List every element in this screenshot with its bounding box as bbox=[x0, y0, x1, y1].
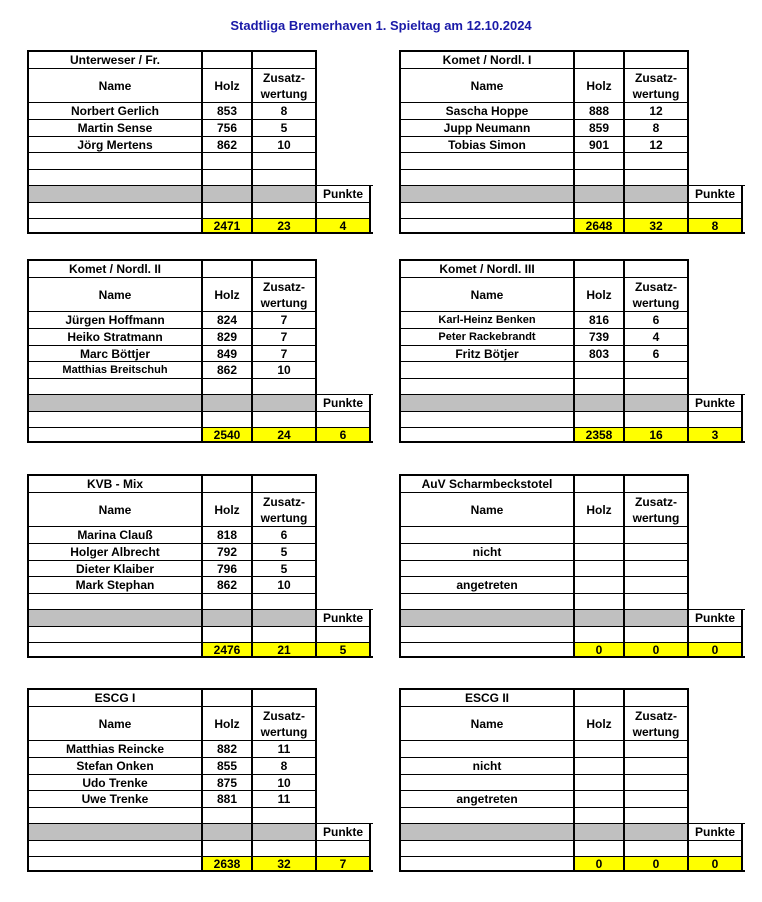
player-holz: 824 bbox=[216, 313, 238, 327]
team-table bbox=[399, 688, 745, 872]
column-header-zusatzwertung bbox=[625, 69, 687, 102]
player-holz: 881 bbox=[216, 792, 238, 806]
team-punkte: 8 bbox=[711, 218, 719, 233]
player-holz: 875 bbox=[216, 775, 238, 790]
player-name bbox=[401, 808, 573, 823]
player-holz: 901 bbox=[588, 137, 610, 152]
player-zusatzwertung: 5 bbox=[280, 545, 288, 559]
player-name: Fritz Bötjer bbox=[455, 346, 519, 361]
player-zusatzwertung: 4 bbox=[652, 330, 660, 344]
team-name: ESCG II bbox=[464, 691, 509, 705]
column-header-name: Name bbox=[98, 716, 132, 731]
column-header-holz: Holz bbox=[586, 502, 612, 517]
player-zusatzwertung bbox=[625, 758, 687, 774]
player-holz: 796 bbox=[216, 561, 238, 576]
player-zusatzwertung: 10 bbox=[277, 363, 291, 377]
player-zusatzwertung bbox=[625, 153, 687, 169]
punkte-label: Punkte bbox=[322, 187, 363, 201]
player-holz: 849 bbox=[216, 346, 238, 361]
player-holz: 862 bbox=[216, 578, 238, 592]
zusatzwertung-total: 23 bbox=[277, 218, 291, 233]
player-zusatzwertung bbox=[253, 594, 315, 609]
column-header-zusatzwertung bbox=[253, 278, 315, 311]
holz-total: 2648 bbox=[585, 218, 613, 233]
player-holz bbox=[575, 527, 623, 543]
player-zusatzwertung: 10 bbox=[277, 775, 291, 790]
player-name bbox=[401, 170, 573, 185]
zusatz-header-line1: Zusatz- bbox=[635, 708, 677, 723]
player-name bbox=[29, 379, 201, 394]
zusatzwertung-total: 32 bbox=[277, 856, 291, 871]
player-holz: 853 bbox=[216, 104, 238, 118]
team-table bbox=[27, 474, 373, 658]
zusatzwertung-total: 24 bbox=[277, 427, 291, 442]
player-name: Norbert Gerlich bbox=[70, 104, 160, 118]
zusatz-header-line1: Zusatz- bbox=[263, 494, 305, 509]
zusatz-header-line2: wertung bbox=[260, 86, 308, 101]
zusatz-header-line1: Zusatz- bbox=[635, 279, 677, 294]
team-punkte: 7 bbox=[339, 856, 347, 871]
player-name: Matthias Breitschuh bbox=[62, 363, 168, 376]
player-name: Marina Clauß bbox=[77, 528, 153, 542]
player-holz: 816 bbox=[588, 313, 610, 327]
team-name: ESCG I bbox=[94, 691, 136, 705]
player-holz bbox=[575, 791, 623, 807]
punkte-label: Punkte bbox=[322, 611, 363, 625]
player-name bbox=[401, 379, 573, 394]
player-name bbox=[29, 594, 201, 609]
player-zusatzwertung bbox=[625, 577, 687, 593]
player-name: Jürgen Hoffmann bbox=[65, 313, 165, 327]
column-header-holz: Holz bbox=[586, 287, 612, 302]
zusatz-header-line2: wertung bbox=[260, 724, 308, 739]
player-zusatzwertung bbox=[625, 379, 687, 394]
player-zusatzwertung bbox=[625, 362, 687, 378]
player-zusatzwertung bbox=[253, 808, 315, 823]
team-name: Komet / Nordl. II bbox=[68, 262, 161, 276]
column-header-holz: Holz bbox=[214, 287, 240, 302]
team-name: AuV Scharmbeckstotel bbox=[421, 477, 553, 491]
player-name: Jörg Mertens bbox=[77, 137, 153, 152]
player-zusatzwertung: 6 bbox=[652, 346, 660, 361]
team-name: Komet / Nordl. I bbox=[442, 53, 532, 67]
player-name: Jupp Neumann bbox=[443, 121, 531, 135]
player-name: Stefan Onken bbox=[76, 759, 154, 773]
player-holz bbox=[203, 379, 251, 394]
player-name: Peter Rackebrandt bbox=[438, 330, 536, 343]
player-holz: 739 bbox=[588, 330, 610, 344]
player-holz: 862 bbox=[216, 363, 238, 377]
player-zusatzwertung: 5 bbox=[280, 561, 288, 576]
player-zusatzwertung: 8 bbox=[280, 759, 288, 773]
player-name: angetreten bbox=[456, 578, 518, 592]
player-name: Marc Böttjer bbox=[79, 346, 150, 361]
column-header-zusatzwertung bbox=[625, 493, 687, 526]
player-zusatzwertung bbox=[625, 808, 687, 823]
player-name: Mark Stephan bbox=[75, 578, 155, 592]
zusatzwertung-total: 21 bbox=[277, 642, 291, 657]
player-name: nicht bbox=[472, 759, 502, 773]
column-header-holz: Holz bbox=[586, 716, 612, 731]
column-header-zusatzwertung bbox=[253, 69, 315, 102]
player-name: Sascha Hoppe bbox=[445, 104, 529, 118]
player-holz bbox=[575, 577, 623, 593]
player-zusatzwertung: 5 bbox=[280, 121, 288, 135]
player-name: Heiko Stratmann bbox=[67, 330, 163, 344]
player-name bbox=[401, 594, 573, 609]
column-header-name: Name bbox=[470, 502, 504, 517]
player-name: Martin Sense bbox=[77, 121, 153, 135]
player-zusatzwertung: 11 bbox=[277, 792, 291, 806]
zusatz-header-line2: wertung bbox=[632, 724, 680, 739]
player-holz bbox=[575, 758, 623, 774]
zusatzwertung-total: 0 bbox=[652, 642, 660, 657]
zusatz-header-line2: wertung bbox=[632, 295, 680, 310]
player-holz bbox=[575, 808, 623, 823]
player-zusatzwertung: 10 bbox=[277, 578, 291, 592]
punkte-label: Punkte bbox=[322, 396, 363, 410]
player-zusatzwertung: 7 bbox=[280, 313, 288, 327]
player-zusatzwertung bbox=[625, 170, 687, 185]
zusatzwertung-total: 0 bbox=[652, 856, 660, 871]
player-name bbox=[401, 153, 573, 169]
zusatz-header-line2: wertung bbox=[260, 295, 308, 310]
team-table bbox=[27, 688, 373, 872]
player-name: Tobias Simon bbox=[448, 137, 526, 152]
player-holz: 888 bbox=[588, 104, 610, 118]
zusatz-header-line1: Zusatz- bbox=[635, 70, 677, 85]
player-zusatzwertung bbox=[625, 544, 687, 560]
player-holz bbox=[575, 362, 623, 378]
player-zusatzwertung: 11 bbox=[277, 742, 291, 756]
player-holz bbox=[575, 379, 623, 394]
column-header-holz: Holz bbox=[214, 78, 240, 93]
team-punkte: 6 bbox=[339, 427, 347, 442]
zusatzwertung-total: 16 bbox=[649, 427, 663, 442]
player-name: Matthias Reincke bbox=[65, 742, 165, 756]
player-holz bbox=[575, 594, 623, 609]
column-header-name: Name bbox=[98, 78, 132, 93]
player-zusatzwertung bbox=[253, 379, 315, 394]
punkte-label: Punkte bbox=[694, 187, 735, 201]
player-name bbox=[29, 153, 201, 169]
punkte-label: Punkte bbox=[322, 825, 363, 839]
team-punkte: 0 bbox=[711, 642, 719, 657]
player-name: Karl-Heinz Benken bbox=[438, 313, 536, 326]
column-header-name: Name bbox=[470, 78, 504, 93]
player-name: Udo Trenke bbox=[82, 775, 148, 790]
player-holz bbox=[575, 153, 623, 169]
player-name bbox=[401, 527, 573, 543]
player-name: Dieter Klaiber bbox=[75, 561, 155, 576]
player-holz: 818 bbox=[216, 528, 238, 542]
player-holz: 882 bbox=[216, 742, 238, 756]
team-table bbox=[399, 50, 745, 234]
player-holz bbox=[203, 594, 251, 609]
player-name bbox=[401, 741, 573, 757]
player-zusatzwertung: 12 bbox=[649, 104, 663, 118]
player-zusatzwertung bbox=[625, 527, 687, 543]
page-title: Stadtliga Bremerhaven 1. Spieltag am 12.10.2024 bbox=[230, 18, 532, 33]
column-header-holz: Holz bbox=[586, 78, 612, 93]
team-punkte: 0 bbox=[711, 856, 719, 871]
player-name: angetreten bbox=[456, 792, 518, 806]
player-holz bbox=[575, 741, 623, 757]
player-holz: 862 bbox=[216, 137, 238, 152]
team-punkte: 4 bbox=[339, 218, 347, 233]
player-zusatzwertung bbox=[253, 170, 315, 185]
column-header-zusatzwertung bbox=[625, 707, 687, 740]
player-zusatzwertung bbox=[625, 741, 687, 757]
column-header-holz: Holz bbox=[214, 502, 240, 517]
player-zusatzwertung bbox=[253, 153, 315, 169]
zusatz-header-line1: Zusatz- bbox=[263, 70, 305, 85]
holz-total: 2358 bbox=[585, 427, 613, 442]
zusatz-header-line2: wertung bbox=[260, 510, 308, 525]
player-zusatzwertung: 10 bbox=[277, 137, 291, 152]
player-holz bbox=[575, 170, 623, 185]
team-name: KVB - Mix bbox=[86, 477, 143, 491]
player-holz bbox=[575, 775, 623, 790]
column-header-zusatzwertung bbox=[253, 707, 315, 740]
player-zusatzwertung: 12 bbox=[649, 137, 663, 152]
team-table bbox=[399, 259, 745, 443]
holz-total: 0 bbox=[595, 856, 603, 871]
punkte-label: Punkte bbox=[694, 396, 735, 410]
player-holz: 859 bbox=[588, 121, 610, 135]
player-name bbox=[401, 362, 573, 378]
holz-total: 2540 bbox=[213, 427, 241, 442]
holz-total: 0 bbox=[595, 642, 603, 657]
team-punkte: 3 bbox=[711, 427, 719, 442]
player-name bbox=[29, 170, 201, 185]
team-table bbox=[399, 474, 745, 658]
team-name: Komet / Nordl. III bbox=[439, 262, 535, 276]
column-header-name: Name bbox=[98, 287, 132, 302]
holz-total: 2476 bbox=[213, 642, 241, 657]
player-name: Holger Albrecht bbox=[70, 545, 160, 559]
player-holz bbox=[203, 153, 251, 169]
holz-total: 2471 bbox=[213, 218, 241, 233]
player-name bbox=[401, 775, 573, 790]
column-header-holz: Holz bbox=[214, 716, 240, 731]
player-holz: 792 bbox=[216, 545, 238, 559]
player-holz: 803 bbox=[588, 346, 610, 361]
player-holz bbox=[203, 170, 251, 185]
player-zusatzwertung bbox=[625, 561, 687, 576]
player-holz: 829 bbox=[216, 330, 238, 344]
zusatz-header-line2: wertung bbox=[632, 86, 680, 101]
zusatz-header-line1: Zusatz- bbox=[263, 279, 305, 294]
player-zusatzwertung bbox=[625, 594, 687, 609]
column-header-zusatzwertung bbox=[625, 278, 687, 311]
holz-total: 2638 bbox=[213, 856, 241, 871]
player-name bbox=[29, 808, 201, 823]
player-zusatzwertung: 8 bbox=[652, 121, 660, 135]
column-header-name: Name bbox=[98, 502, 132, 517]
player-holz: 855 bbox=[216, 759, 238, 773]
team-table bbox=[27, 259, 373, 443]
zusatz-header-line1: Zusatz- bbox=[263, 708, 305, 723]
column-header-zusatzwertung bbox=[253, 493, 315, 526]
player-holz bbox=[203, 808, 251, 823]
player-zusatzwertung: 7 bbox=[280, 330, 288, 344]
punkte-label: Punkte bbox=[694, 825, 735, 839]
zusatzwertung-total: 32 bbox=[649, 218, 663, 233]
player-holz bbox=[575, 544, 623, 560]
player-zusatzwertung: 8 bbox=[280, 104, 288, 118]
zusatz-header-line2: wertung bbox=[632, 510, 680, 525]
zusatz-header-line1: Zusatz- bbox=[635, 494, 677, 509]
team-name: Unterweser / Fr. bbox=[69, 53, 161, 67]
player-zusatzwertung: 6 bbox=[280, 528, 288, 542]
player-name: Uwe Trenke bbox=[81, 792, 149, 806]
player-zusatzwertung bbox=[625, 775, 687, 790]
player-holz bbox=[575, 561, 623, 576]
player-holz: 756 bbox=[216, 121, 238, 135]
player-zusatzwertung: 7 bbox=[280, 346, 288, 361]
punkte-label: Punkte bbox=[694, 611, 735, 625]
column-header-name: Name bbox=[470, 287, 504, 302]
team-table bbox=[27, 50, 373, 234]
player-name bbox=[401, 561, 573, 576]
player-name: nicht bbox=[472, 545, 502, 559]
player-zusatzwertung: 6 bbox=[652, 313, 660, 327]
team-punkte: 5 bbox=[339, 642, 347, 657]
player-zusatzwertung bbox=[625, 791, 687, 807]
column-header-name: Name bbox=[470, 716, 504, 731]
